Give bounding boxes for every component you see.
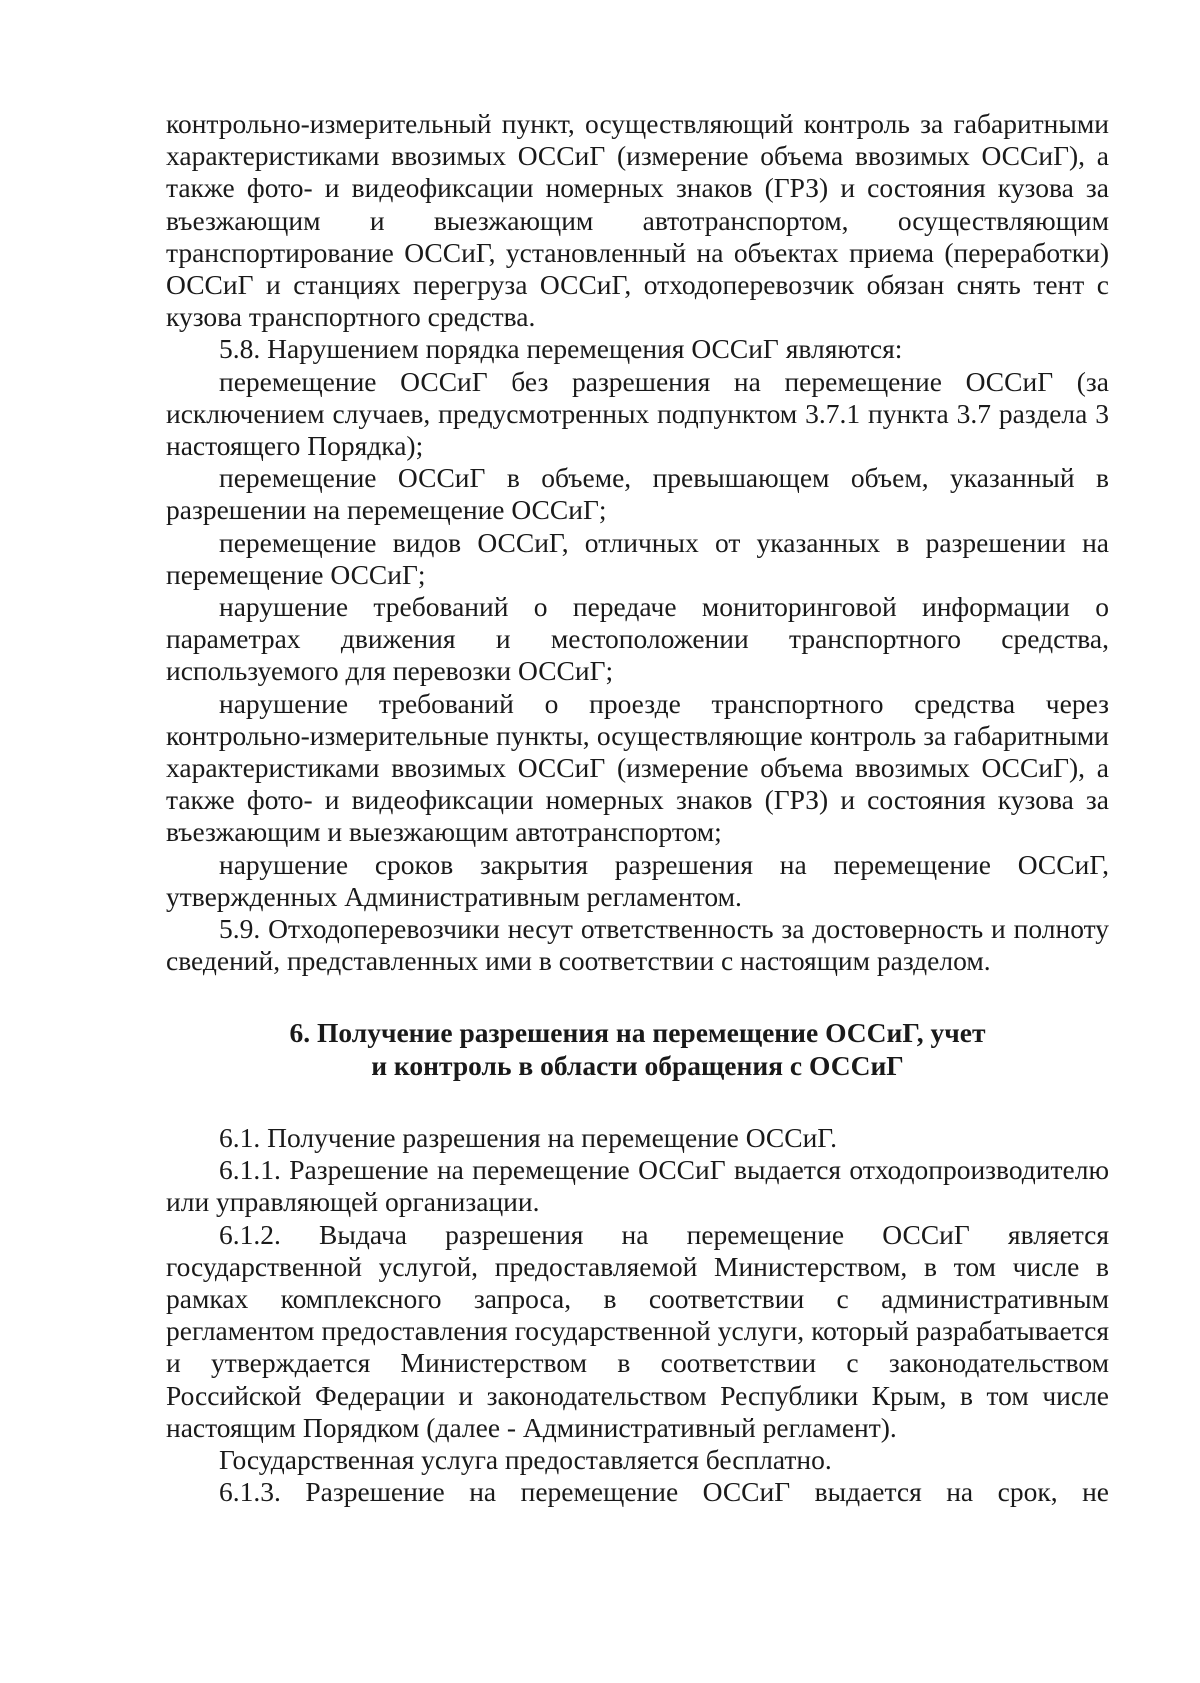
paragraph-violation-monitoring: нарушение требований о передаче мониторинговой информации о параметрах движения и местоположении транспортного средства, используемого для перевозки ОССиГ; xyxy=(166,591,1109,687)
section-heading-line-1: 6. Получение разрешения на перемещение ОССиГ, учет xyxy=(289,1017,986,1049)
document-body xyxy=(166,108,1109,1508)
paragraph-violation-volume: перемещение ОССиГ в объеме, превышающем объем, указанный в разрешении на перемещение ОССиГ; xyxy=(166,462,1109,526)
paragraph-violation-deadlines: нарушение сроков закрытия разрешения на перемещение ОССиГ, утвержденных Административным регламентом. xyxy=(166,848,1109,912)
paragraph-violation-types: перемещение видов ОССиГ, отличных от указанных в разрешении на перемещение ОССиГ; xyxy=(166,526,1109,590)
paragraph-5-9: 5.9. Отходоперевозчики несут ответственность за достоверность и полноту сведений, представленных ими в соответствии с настоящим разделом. xyxy=(166,913,1109,977)
paragraph-checkpoint-continuation: контрольно-измерительный пункт, осуществляющий контроль за габаритными характеристиками ввозимых ОССиГ (измерение объема ввозимых ОССиГ), а также фото- и видеофиксации номерных знаков (ГРЗ) и состояния кузова за въезжающим и выезжающим автотранспортом, осуществляющим транспортирование ОССиГ, установленный на объектах приема (переработки) ОССиГ и станциях перегруза ОССиГ, отходоперевозчик обязан снять тент с кузова транспортного средства. xyxy=(166,108,1109,333)
paragraph-violation-no-permit: перемещение ОССиГ без разрешения на перемещение ОССиГ (за исключением случаев, предусмотренных подпунктом 3.7.1 пункта 3.7 раздела 3 настоящего Порядка); xyxy=(166,365,1109,462)
paragraph-6-1-2: 6.1.2. Выдача разрешения на перемещение ОССиГ является государственной услугой, предоставляемой Министерством, в том числе в рамках комплексного запроса, в соответствии с административным регламентом предоставления государственной услуги, который разрабатывается и утверждается Министерством в соответствии с законодательством Российской Федерации и законодательством Республики Крым, в том числе настоящим Порядком (далее - Административный регламент). xyxy=(166,1218,1109,1443)
paragraph-free-service: Государственная услуга предоставляется бесплатно. xyxy=(219,1443,832,1475)
paragraph-6-1-1: 6.1.1. Разрешение на перемещение ОССиГ выдается отходопроизводителю или управляющей организации. xyxy=(166,1154,1109,1218)
paragraph-5-8: 5.8. Нарушением порядка перемещения ОССиГ являются: xyxy=(219,333,903,365)
section-heading-line-2: и контроль в области обращения с ОССиГ xyxy=(371,1049,904,1081)
spacer xyxy=(166,977,1109,1017)
paragraph-violation-checkpoints: нарушение требований о проезде транспортного средства через контрольно-измерительные пункты, осуществляющие контроль за габаритными характеристиками ввозимых ОССиГ (измерение объема ввозимых ОССиГ), а также фото- и видеофиксации номерных знаков (ГРЗ) и состояния кузова за въезжающим и выезжающим автотранспортом; xyxy=(166,687,1109,848)
spacer xyxy=(166,1082,1109,1122)
paragraph-6-1: 6.1. Получение разрешения на перемещение ОССиГ. xyxy=(219,1121,837,1153)
paragraph-6-1-3: 6.1.3. Разрешение на перемещение ОССиГ выдается на срок, не xyxy=(219,1476,1109,1508)
